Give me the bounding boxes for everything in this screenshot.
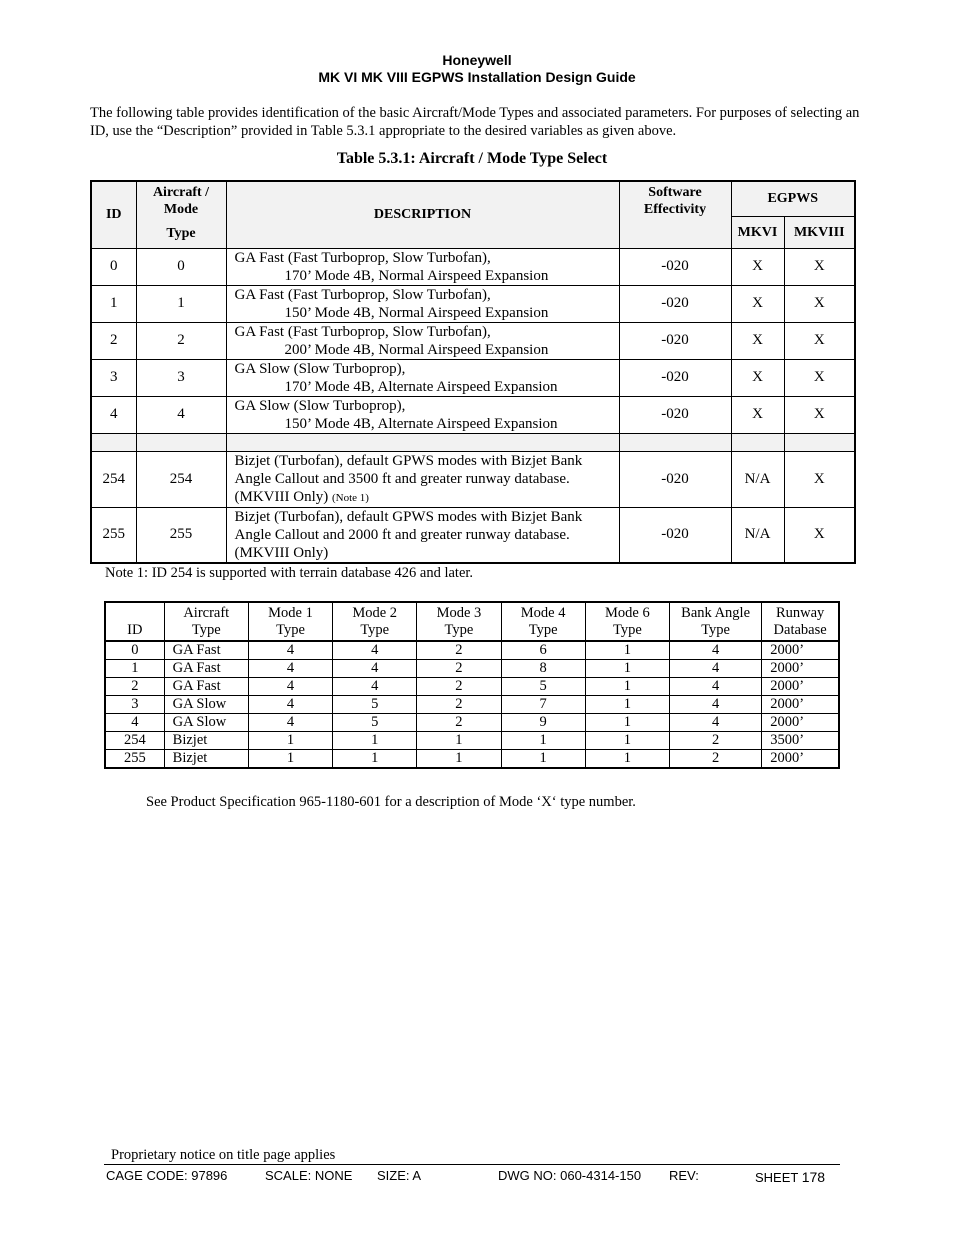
intro-paragraph: The following table provides identification of the basic Aircraft/Mode Types and associated parameters. For purposes of selecting an ID, use the “Description” provided in Table 5.3.1 appropriate to the desired variables as given above.: [90, 105, 860, 139]
table-cell: 255: [105, 750, 164, 769]
description-line-2: 150’ Mode 4B, Alternate Airspeed Expansion: [284, 415, 558, 432]
cell-mkviii: X: [784, 451, 855, 507]
cell-mkviii: X: [784, 285, 855, 322]
cell-mkviii: X: [784, 248, 855, 285]
cell-mkviii: X: [784, 322, 855, 359]
drawing-number: DWG NO: 060-4314-150: [498, 1168, 642, 1183]
table-cell: 2: [105, 678, 164, 696]
column-header: [585, 602, 669, 641]
column-header-line-2: ID: [127, 622, 143, 638]
cell-mkviii: X: [784, 507, 855, 563]
header-mkvi: MKVI: [731, 216, 784, 248]
cell-id: 0: [91, 248, 136, 285]
aircraft-mode-type-table: [90, 180, 856, 564]
table-cell: 1: [105, 660, 164, 678]
column-header-line-2: Type: [360, 622, 390, 638]
table-cell: 1: [333, 750, 417, 769]
table-row-254: [91, 451, 855, 507]
cell-type: 4: [136, 396, 226, 433]
column-header-line-1: Mode 2: [352, 605, 398, 621]
table-caption: Table 5.3.1: Aircraft / Mode Type Select: [336, 150, 608, 167]
table-cell: 4: [248, 696, 332, 714]
table-cell: 5: [501, 678, 585, 696]
table-cell: 4: [669, 678, 761, 696]
table-cell: 2000’: [762, 678, 839, 696]
cell-mkvi: X: [731, 248, 784, 285]
revision: REV:: [669, 1168, 699, 1183]
cell-description: Bizjet (Turbofan), default GPWS modes with Bizjet Bank Angle Callout and 2000 ft and greater runway database. (MKVIII Only): [226, 507, 619, 563]
header-aircraft-mode-label: Aircraft / Mode: [152, 185, 210, 217]
table-cell: GA Fast: [164, 641, 248, 660]
table-cell: 4: [333, 660, 417, 678]
column-header-line-1: Runway: [775, 605, 825, 621]
table-cell: 2: [417, 660, 501, 678]
cell-software: -020: [619, 285, 731, 322]
description-line-1: GA Fast (Fast Turboprop, Slow Turbofan),: [234, 249, 491, 266]
column-header: [333, 602, 417, 641]
table-cell: 1: [585, 641, 669, 660]
table2-body: [105, 641, 839, 768]
table-cell: 1: [417, 750, 501, 769]
company-name: Honeywell: [442, 52, 512, 68]
cell-software: -020: [619, 322, 731, 359]
table-cell: 5: [333, 696, 417, 714]
cell-description: [226, 359, 619, 396]
cell-mkvi: X: [731, 396, 784, 433]
table-row: [105, 732, 839, 750]
table-row: [105, 696, 839, 714]
cell-mkviii: X: [784, 396, 855, 433]
column-header-line-2: Type: [276, 622, 305, 638]
description-line-2: 150’ Mode 4B, Normal Airspeed Expansion: [284, 304, 549, 321]
column-header-line-2: Type: [444, 622, 474, 638]
table-cell: GA Fast: [164, 660, 248, 678]
table-cell: 2: [417, 641, 501, 660]
table-cell: 7: [501, 696, 585, 714]
description-line-1: GA Fast (Fast Turboprop, Slow Turbofan),: [234, 323, 491, 340]
table-cell: 4: [333, 641, 417, 660]
column-header-line-1: Mode 1: [268, 605, 313, 621]
table-row: [105, 714, 839, 732]
cell-software: -020: [619, 359, 731, 396]
table-cell: 8: [501, 660, 585, 678]
footer-divider: [104, 1164, 840, 1165]
header-software-effectivity: Software Effectivity: [619, 181, 731, 248]
table-row: [91, 396, 855, 433]
mode-type-parameters-table: [104, 601, 840, 769]
column-header-line-2: Type: [191, 622, 221, 638]
table-row: [91, 285, 855, 322]
cell-id: 254: [91, 451, 136, 507]
description-line-2: 170’ Mode 4B, Normal Airspeed Expansion: [284, 267, 549, 284]
sheet-value: 178: [801, 1169, 826, 1185]
cell-type: 0: [136, 248, 226, 285]
cell-mkvi: X: [731, 322, 784, 359]
table-cell: 4: [669, 714, 761, 732]
table-cell: 1: [585, 660, 669, 678]
cell-mkvi: N/A: [731, 451, 784, 507]
table2-header-row: [105, 602, 839, 641]
scale: SCALE: NONE: [265, 1168, 353, 1183]
table-cell: 6: [501, 641, 585, 660]
table-cell: GA Slow: [164, 696, 248, 714]
table-cell: GA Slow: [164, 714, 248, 732]
table-row: [91, 359, 855, 396]
size: SIZE: A: [377, 1168, 422, 1183]
column-header-line-1: Mode 3: [436, 605, 482, 621]
description-text: Bizjet (Turbofan), default GPWS modes with Bizjet Bank Angle Callout and 3500 ft and greater runway database. (MKVIII Only): [234, 452, 583, 505]
cell-description: [226, 396, 619, 433]
table-cell: 2: [417, 714, 501, 732]
table-cell: 3500’: [762, 732, 839, 750]
cell-type: 255: [136, 507, 226, 563]
table-cell: 1: [501, 732, 585, 750]
table-cell: 2000’: [762, 696, 839, 714]
column-header-line-1: Mode 6: [605, 605, 650, 621]
sheet-label: SHEET: [755, 1170, 799, 1185]
cell-mkvi: X: [731, 285, 784, 322]
column-header: [248, 602, 332, 641]
cell-software: -020: [619, 507, 731, 563]
table-cell: 4: [105, 714, 164, 732]
header-mkviii: MKVIII: [784, 216, 855, 248]
proprietary-notice: Proprietary notice on title page applies: [111, 1147, 336, 1163]
column-header: [762, 602, 839, 641]
cell-type: 3: [136, 359, 226, 396]
cell-id: 3: [91, 359, 136, 396]
table-cell: 1: [333, 732, 417, 750]
table-cell: 2000’: [762, 750, 839, 769]
column-header-line-2: Type: [528, 622, 558, 638]
product-spec-reference: See Product Specification 965-1180-601 for a description of Mode ‘X‘ type number.: [146, 794, 636, 810]
table-cell: Bizjet: [164, 750, 248, 769]
table-row: [105, 641, 839, 660]
description-line-1: GA Slow (Slow Turboprop),: [234, 360, 406, 377]
header-egpws: EGPWS: [731, 181, 855, 216]
column-header-line-1: Bank Angle: [681, 605, 751, 621]
column-header-line-1: Mode 4: [520, 605, 566, 621]
column-header-line-2: Type: [701, 622, 730, 638]
table-cell: 1: [248, 750, 332, 769]
description-line-1: GA Slow (Slow Turboprop),: [234, 397, 406, 414]
table-cell: 2: [669, 750, 761, 769]
table-cell: 4: [248, 660, 332, 678]
header-aircraft-mode: [136, 181, 226, 248]
cage-code: CAGE CODE: 97896: [106, 1168, 228, 1183]
table-cell: 4: [248, 714, 332, 732]
cell-id: 2: [91, 322, 136, 359]
description-line-2: 200’ Mode 4B, Normal Airspeed Expansion: [284, 341, 549, 358]
table-cell: 1: [585, 750, 669, 769]
table-cell: 1: [585, 678, 669, 696]
table-cell: 2: [669, 732, 761, 750]
table-cell: 1: [501, 750, 585, 769]
cell-id: 1: [91, 285, 136, 322]
cell-software: -020: [619, 248, 731, 285]
table-row: [91, 322, 855, 359]
table-cell: 4: [669, 641, 761, 660]
column-header: [501, 602, 585, 641]
header-type-label: Type: [166, 226, 196, 241]
column-header-line-1: Aircraft: [183, 605, 230, 621]
cell-mkvi: N/A: [731, 507, 784, 563]
table-row: [105, 750, 839, 769]
table1-body: [91, 248, 855, 433]
table-cell: 1: [248, 732, 332, 750]
table-cell: 4: [669, 660, 761, 678]
cell-type: 1: [136, 285, 226, 322]
sheet-number: [755, 1169, 825, 1185]
description-line-1: GA Fast (Fast Turboprop, Slow Turbofan),: [234, 286, 491, 303]
cell-description: [226, 451, 619, 507]
cell-description: [226, 248, 619, 285]
table-cell: 4: [333, 678, 417, 696]
cell-description: [226, 285, 619, 322]
cell-software: -020: [619, 451, 731, 507]
table-row-255: [91, 507, 855, 563]
table-cell: 2: [417, 696, 501, 714]
table-cell: 2000’: [762, 714, 839, 732]
cell-id: 255: [91, 507, 136, 563]
note-1: Note 1: ID 254 is supported with terrain database 426 and later.: [105, 565, 474, 581]
cell-mkvi: X: [731, 359, 784, 396]
cell-mkviii: X: [784, 359, 855, 396]
table-cell: 1: [585, 732, 669, 750]
table-cell: 2000’: [762, 641, 839, 660]
note-reference: (Note 1): [331, 491, 369, 504]
column-header-line-2: Database: [773, 622, 827, 638]
table-row: [105, 660, 839, 678]
table-cell: Bizjet: [164, 732, 248, 750]
cell-type: 254: [136, 451, 226, 507]
table-cell: 3: [105, 696, 164, 714]
column-header: [669, 602, 761, 641]
cell-software: -020: [619, 396, 731, 433]
table-cell: 9: [501, 714, 585, 732]
cell-id: 4: [91, 396, 136, 433]
table-cell: 2: [417, 678, 501, 696]
header-description: DESCRIPTION: [226, 181, 619, 248]
table-cell: 4: [248, 641, 332, 660]
column-header: [105, 602, 164, 641]
table-cell: 1: [417, 732, 501, 750]
table-cell: 254: [105, 732, 164, 750]
table-cell: 5: [333, 714, 417, 732]
table-gap-row: [91, 433, 855, 451]
table-cell: 4: [248, 678, 332, 696]
document-title: MK VI MK VIII EGPWS Installation Design Guide: [318, 69, 636, 85]
description-line-2: 170’ Mode 4B, Alternate Airspeed Expansion: [284, 378, 558, 395]
column-header-line-1: [112, 605, 158, 622]
table-cell: 2000’: [762, 660, 839, 678]
table-cell: GA Fast: [164, 678, 248, 696]
table-cell: 1: [585, 696, 669, 714]
column-header: [417, 602, 501, 641]
cell-type: 2: [136, 322, 226, 359]
table-cell: 1: [585, 714, 669, 732]
table-cell: 0: [105, 641, 164, 660]
cell-description: [226, 322, 619, 359]
table-row: [91, 248, 855, 285]
column-header: [164, 602, 248, 641]
table-cell: 4: [669, 696, 761, 714]
header-id: ID: [91, 181, 136, 248]
table-row: [105, 678, 839, 696]
column-header-line-2: Type: [612, 622, 642, 638]
